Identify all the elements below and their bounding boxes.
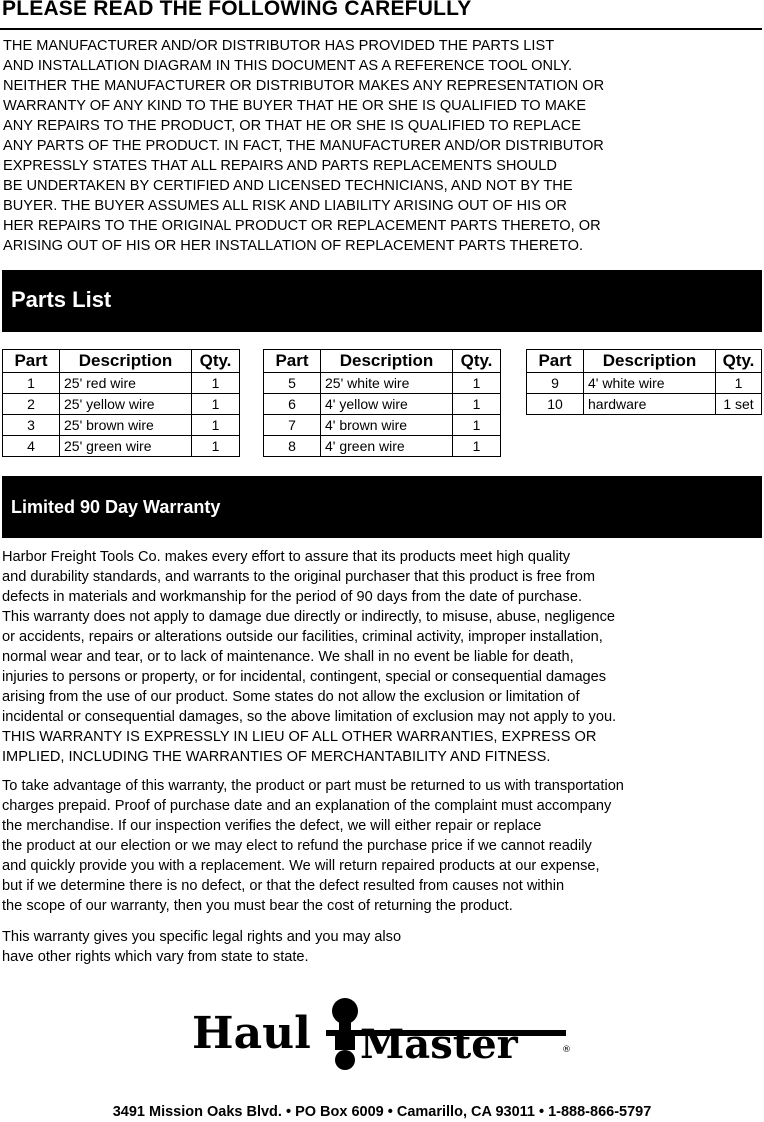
warranty-line: and quickly provide you with a replacement. We will return repaired products at our expense,: [2, 858, 600, 874]
table-row: [3, 415, 240, 436]
part-qty: 1: [716, 373, 762, 394]
warranty-line: Harbor Freight Tools Co. makes every effort to assure that its products meet high quality: [2, 549, 571, 565]
col-header-qty: Qty.: [192, 350, 240, 373]
table-row: [264, 436, 501, 457]
part-qty: 1: [192, 373, 240, 394]
disclaimer-line: ANY PARTS OF THE PRODUCT. IN FACT, THE MANUFACTURER AND/OR DISTRIBUTOR: [3, 138, 604, 154]
heading-rule: [0, 28, 762, 30]
table-row: [527, 373, 762, 394]
warranty-paragraph-1: [2, 547, 762, 767]
table-row: [3, 394, 240, 415]
col-header-qty: Qty.: [453, 350, 501, 373]
col-header-part: Part: [527, 350, 584, 373]
part-number: 10: [527, 394, 584, 415]
disclaimer-line: NEITHER THE MANUFACTURER OR DISTRIBUTOR MAKES ANY REPRESENTATION OR: [3, 78, 605, 94]
warranty-line: but if we determine there is no defect, or that the defect resulted from causes not within: [2, 878, 565, 894]
company-address: 3491 Mission Oaks Blvd. • PO Box 6009 • Camarillo, CA 93011 • 1-888-866-5797: [112, 1104, 652, 1120]
table-header-row: [527, 350, 762, 373]
warranty-line: and durability standards, and warrants to the original purchaser that this product is free from: [2, 569, 595, 585]
col-header-qty: Qty.: [716, 350, 762, 373]
col-header-description: Description: [584, 350, 716, 373]
part-number: 4: [3, 436, 60, 457]
warranty-line: injuries to persons or property, or for incidental, contingent, special or consequential damages: [2, 669, 607, 685]
part-description: 25' white wire: [321, 373, 453, 394]
part-description: 4' brown wire: [321, 415, 453, 436]
part-description: hardware: [584, 394, 716, 415]
warranty-paragraph-3: [2, 927, 762, 967]
part-description: 25' yellow wire: [60, 394, 192, 415]
warranty-line: charges prepaid. Proof of purchase date and an explanation of the complaint must accompany: [2, 798, 612, 814]
part-qty: 1: [453, 373, 501, 394]
haul-master-logo: [192, 996, 574, 1074]
part-qty: 1 set: [716, 394, 762, 415]
disclaimer-text: [3, 36, 763, 256]
part-number: 7: [264, 415, 321, 436]
part-description: 4' white wire: [584, 373, 716, 394]
table-header-row: [3, 350, 240, 373]
disclaimer-line: BE UNDERTAKEN BY CERTIFIED AND LICENSED TECHNICIANS, AND NOT BY THE: [3, 178, 573, 194]
part-number: 8: [264, 436, 321, 457]
part-description: 4' green wire: [321, 436, 453, 457]
part-qty: 1: [453, 436, 501, 457]
col-header-part: Part: [3, 350, 60, 373]
part-qty: 1: [192, 394, 240, 415]
warranty-line: incidental or consequential damages, so the above limitation of exclusion may not apply to you.: [2, 709, 617, 725]
table-row: [264, 373, 501, 394]
part-qty: 1: [192, 436, 240, 457]
col-header-description: Description: [60, 350, 192, 373]
warranty-line: THIS WARRANTY IS EXPRESSLY IN LIEU OF ALL OTHER WARRANTIES, EXPRESS OR: [2, 729, 597, 745]
col-header-description: Description: [321, 350, 453, 373]
warranty-line: IMPLIED, INCLUDING THE WARRANTIES OF MERCHANTABILITY AND FITNESS.: [2, 749, 551, 765]
table-row: [264, 415, 501, 436]
parts-list-banner: Parts List: [2, 270, 762, 332]
disclaimer-line: EXPRESSLY STATES THAT ALL REPAIRS AND PARTS REPLACEMENTS SHOULD: [3, 158, 557, 174]
page-heading: PLEASE READ THE FOLLOWING CAREFULLY: [2, 0, 472, 20]
warranty-line: the merchandise. If our inspection verifies the defect, we will either repair or replace: [2, 818, 542, 834]
disclaimer-line: WARRANTY OF ANY KIND TO THE BUYER THAT HE OR SHE IS QUALIFIED TO MAKE: [3, 98, 587, 114]
disclaimer-line: ARISING OUT OF HIS OR HER INSTALLATION OF REPLACEMENT PARTS THERETO.: [3, 238, 584, 254]
part-qty: 1: [453, 415, 501, 436]
part-number: 2: [3, 394, 60, 415]
table-row: [3, 373, 240, 394]
warranty-line: the scope of our warranty, then you must bear the cost of returning the product.: [2, 898, 513, 914]
part-description: 25' red wire: [60, 373, 192, 394]
disclaimer-line: THE MANUFACTURER AND/OR DISTRIBUTOR HAS PROVIDED THE PARTS LIST: [3, 38, 555, 54]
warranty-line: the product at our election or we may elect to refund the purchase price if we cannot readily: [2, 838, 592, 854]
logo-text-master: Master: [360, 1021, 518, 1068]
warranty-paragraph-2: [2, 776, 762, 916]
table-row: [527, 394, 762, 415]
table-row: [3, 436, 240, 457]
part-description: 4' yellow wire: [321, 394, 453, 415]
part-number: 6: [264, 394, 321, 415]
disclaimer-line: HER REPAIRS TO THE ORIGINAL PRODUCT OR REPLACEMENT PARTS THERETO, OR: [3, 218, 601, 234]
part-qty: 1: [453, 394, 501, 415]
disclaimer-line: BUYER. THE BUYER ASSUMES ALL RISK AND LIABILITY ARISING OUT OF HIS OR: [3, 198, 567, 214]
part-qty: 1: [192, 415, 240, 436]
parts-table-3: [526, 349, 762, 415]
warranty-line: This warranty does not apply to damage due directly or indirectly, to misuse, abuse, negligence: [2, 609, 615, 625]
part-description: 25' brown wire: [60, 415, 192, 436]
warranty-line: To take advantage of this warranty, the product or part must be returned to us with transportation: [2, 778, 624, 794]
parts-table-1: [2, 349, 240, 457]
part-number: 3: [3, 415, 60, 436]
part-number: 1: [3, 373, 60, 394]
logo-text-haul: Haul: [192, 1008, 311, 1059]
part-number: 5: [264, 373, 321, 394]
part-number: 9: [527, 373, 584, 394]
part-description: 25' green wire: [60, 436, 192, 457]
disclaimer-line: AND INSTALLATION DIAGRAM IN THIS DOCUMENT AS A REFERENCE TOOL ONLY.: [3, 58, 573, 74]
table-row: [264, 394, 501, 415]
warranty-banner: Limited 90 Day Warranty: [2, 476, 762, 538]
warranty-line: have other rights which vary from state to state.: [2, 949, 309, 965]
table-header-row: [264, 350, 501, 373]
warranty-line: This warranty gives you specific legal rights and you may also: [2, 929, 402, 945]
warranty-line: or accidents, repairs or alterations outside our facilities, criminal activity, improper installation,: [2, 629, 603, 645]
parts-table-2: [263, 349, 501, 457]
registered-mark: ®: [562, 1045, 571, 1055]
warranty-line: normal wear and tear, or to lack of maintenance. We shall in no event be liable for death,: [2, 649, 574, 665]
disclaimer-line: ANY REPAIRS TO THE PRODUCT, OR THAT HE OR SHE IS QUALIFIED TO REPLACE: [3, 118, 581, 134]
col-header-part: Part: [264, 350, 321, 373]
warranty-line: defects in materials and workmanship for the period of 90 days from the date of purchase.: [2, 589, 583, 605]
warranty-line: arising from the use of our product. Some states do not allow the exclusion or limitation of: [2, 689, 580, 705]
